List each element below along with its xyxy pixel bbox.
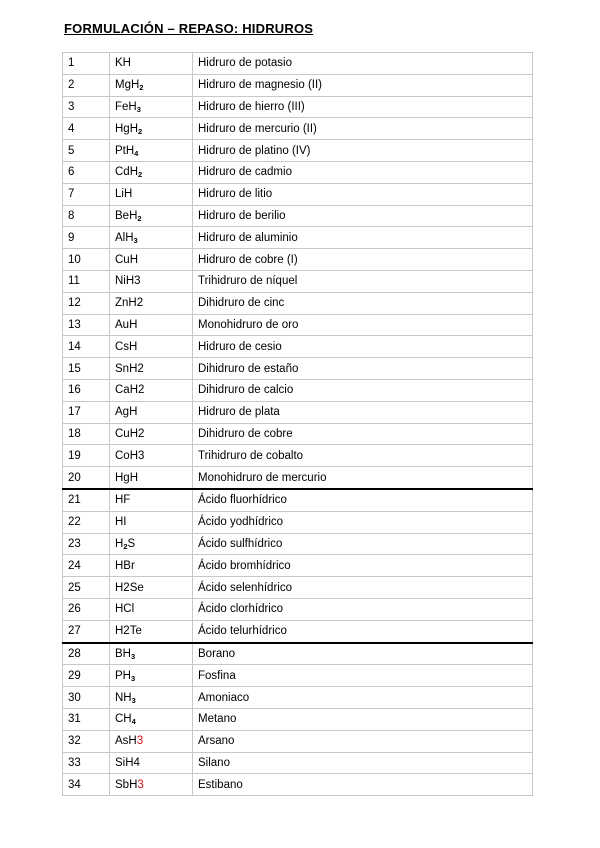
row-number: 32 [63,730,110,752]
row-number: 4 [63,118,110,140]
formula-part: SnH2 [115,362,144,375]
table-row [63,96,533,118]
formula-cell [110,401,193,423]
table-body [63,53,533,796]
formula-part: CoH3 [115,449,145,462]
compound-name: Ácido bromhídrico [193,555,533,577]
row-number: 2 [63,74,110,96]
table-row [63,118,533,140]
formula-part: K [115,57,123,70]
row-number: 5 [63,140,110,162]
row-number: 1 [63,53,110,75]
compound-name: Ácido clorhídrico [193,598,533,620]
table-row [63,74,533,96]
table-row [63,270,533,292]
formula-part: BeH [115,209,138,222]
highlighted-digit: 3 [136,735,144,748]
table-row [63,752,533,774]
formula-part: CH [115,713,132,726]
row-number: 18 [63,423,110,445]
compound-name: Ácido telurhídrico [193,620,533,642]
formula-part: ZnH2 [115,297,144,310]
formula-part: MgH [115,79,140,92]
row-number: 31 [63,708,110,730]
formula-cell [110,511,193,533]
table-row [63,555,533,577]
formula-subscript: 3 [131,695,136,705]
formula-subscript: 4 [131,717,136,727]
row-number: 10 [63,249,110,271]
compound-name: Fosfina [193,665,533,687]
table-row [63,620,533,642]
formula-cell [110,533,193,555]
compound-name: Hidruro de platino (IV) [193,140,533,162]
formula-cell [110,730,193,752]
formula-cell [110,161,193,183]
table-row [63,730,533,752]
compound-name: Amoniaco [193,687,533,709]
compound-name: Hidruro de plata [193,401,533,423]
formula-subscript: 3 [136,104,141,114]
compound-name: Monohidruro de mercurio [193,467,533,489]
formula-part: AuH [115,318,138,331]
table-row [63,140,533,162]
formula-cell [110,96,193,118]
table-row [63,292,533,314]
formula-part: HI [115,516,127,529]
table-row [63,205,533,227]
row-number: 25 [63,577,110,599]
formula-cell [110,314,193,336]
highlighted-digit: 3 [137,778,144,791]
formula-cell [110,774,193,796]
formula-cell [110,227,193,249]
formula-part: CsH [115,340,138,353]
formula-cell [110,292,193,314]
row-number: 12 [63,292,110,314]
table-row [63,358,533,380]
formula-part: H2Se [115,581,144,594]
compound-name: Dihidruro de cinc [193,292,533,314]
formula-cell [110,445,193,467]
formula-cell [110,118,193,140]
formula-part: HgH [115,471,139,484]
compound-name: Hidruro de aluminio [193,227,533,249]
compound-name: Hidruro de magnesio (II) [193,74,533,96]
formula-cell [110,53,193,75]
formula-cell [110,358,193,380]
compound-name: Monohidruro de oro [193,314,533,336]
table-row [63,423,533,445]
compound-name: Hidruro de litio [193,183,533,205]
formula-part: CaH2 [115,384,145,397]
formula-cell [110,752,193,774]
compound-name: Hidruro de hierro (III) [193,96,533,118]
compound-name: Hidruro de cobre (I) [193,249,533,271]
table-row [63,511,533,533]
table-row [63,227,533,249]
compound-name: Trihidruro de cobalto [193,445,533,467]
row-number: 33 [63,752,110,774]
formula-part: H [115,537,124,550]
formula-cell [110,598,193,620]
compound-name: Dihidruro de cobre [193,423,533,445]
formula-part: HgH [115,122,139,135]
page-title: FORMULACIÓN – REPASO: HIDRUROS [64,21,314,36]
formula-part: LiH [115,188,133,201]
compound-name: Dihidruro de estaño [193,358,533,380]
formula-subscript: 2 [139,83,144,93]
table-row [63,687,533,709]
row-number: 29 [63,665,110,687]
row-number: 27 [63,620,110,642]
row-number: 22 [63,511,110,533]
row-number: 13 [63,314,110,336]
formula-part: AlH [115,231,134,244]
formula-cell [110,423,193,445]
row-number: 3 [63,96,110,118]
row-number: 19 [63,445,110,467]
formula-part: SbH [115,778,138,791]
formula-cell [110,140,193,162]
formula-subscript: 4 [134,148,139,158]
formula-subscript: 2 [138,126,143,136]
compound-name: Trihidruro de níquel [193,270,533,292]
formula-part: NiH3 [115,275,141,288]
formula-part: CuH2 [115,427,145,440]
formula-cell [110,270,193,292]
table-row [63,774,533,796]
row-number: 26 [63,598,110,620]
formula-part: PtH [115,144,135,157]
formula-cell [110,687,193,709]
compound-name: Silano [193,752,533,774]
formula-cell [110,467,193,489]
formula-cell [110,577,193,599]
table-row [63,161,533,183]
compound-name: Hidruro de mercurio (II) [193,118,533,140]
formula-part: FeH [115,100,137,113]
formula-subscript: 2 [137,213,142,223]
compound-name: Hidruro de potasio [193,53,533,75]
table-row [63,336,533,358]
table-row [63,445,533,467]
compound-name: Ácido sulfhídrico [193,533,533,555]
row-number: 11 [63,270,110,292]
formula-cell [110,555,193,577]
table-row [63,53,533,75]
row-number: 16 [63,379,110,401]
formula-part: NH [115,691,132,704]
compound-name: Ácido selenhídrico [193,577,533,599]
compound-name: Borano [193,643,533,665]
compound-name: Arsano [193,730,533,752]
formula-part: SiH4 [115,756,140,769]
row-number: 23 [63,533,110,555]
table-row [63,665,533,687]
formula-part: BH [115,647,131,660]
formula-cell [110,183,193,205]
row-number: 17 [63,401,110,423]
compound-name: Hidruro de berilio [193,205,533,227]
row-number: 34 [63,774,110,796]
table-row [63,467,533,489]
formula-part: H [122,57,131,70]
formula-part: H2Te [115,625,142,638]
table-row [63,598,533,620]
formula-cell [110,336,193,358]
table-row [63,183,533,205]
table-row [63,401,533,423]
table-row [63,577,533,599]
formula-part: AsH [115,735,137,748]
formula-subscript: 2 [138,170,143,180]
formula-cell [110,489,193,511]
compound-name: Hidruro de cadmio [193,161,533,183]
formula-subscript: 3 [130,651,136,661]
formula-part: HBr [115,559,135,572]
formula-part: CdH [115,166,139,179]
compound-name: Ácido yodhídrico [193,511,533,533]
row-number: 9 [63,227,110,249]
table-row [63,533,533,555]
table-row [63,379,533,401]
compound-name: Metano [193,708,533,730]
formula-cell [110,665,193,687]
formula-part: CuH [115,253,139,266]
formula-cell [110,249,193,271]
hydrides-table [62,52,533,796]
row-number: 20 [63,467,110,489]
row-number: 21 [63,489,110,511]
formula-part: PH [115,669,131,682]
formula-part: HF [115,494,131,507]
row-number: 30 [63,687,110,709]
table-row [63,314,533,336]
table-row [63,643,533,665]
row-number: 14 [63,336,110,358]
table-row [63,708,533,730]
formula-part: AgH [115,406,138,419]
row-number: 28 [63,643,110,665]
formula-cell [110,708,193,730]
compound-name: Dihidruro de calcio [193,379,533,401]
formula-part: HCl [115,603,135,616]
formula-cell [110,379,193,401]
compound-name: Ácido fluorhídrico [193,489,533,511]
row-number: 8 [63,205,110,227]
row-number: 7 [63,183,110,205]
row-number: 24 [63,555,110,577]
formula-part: S [127,537,136,550]
formula-subscript: 3 [130,673,136,683]
row-number: 15 [63,358,110,380]
table-row [63,489,533,511]
formula-cell [110,74,193,96]
table-row [63,249,533,271]
row-number: 6 [63,161,110,183]
formula-cell [110,205,193,227]
compound-name: Hidruro de cesio [193,336,533,358]
formula-cell [110,643,193,665]
formula-subscript: 2 [123,541,128,551]
formula-subscript: 3 [133,235,138,245]
compound-name: Estibano [193,774,533,796]
formula-cell [110,620,193,642]
